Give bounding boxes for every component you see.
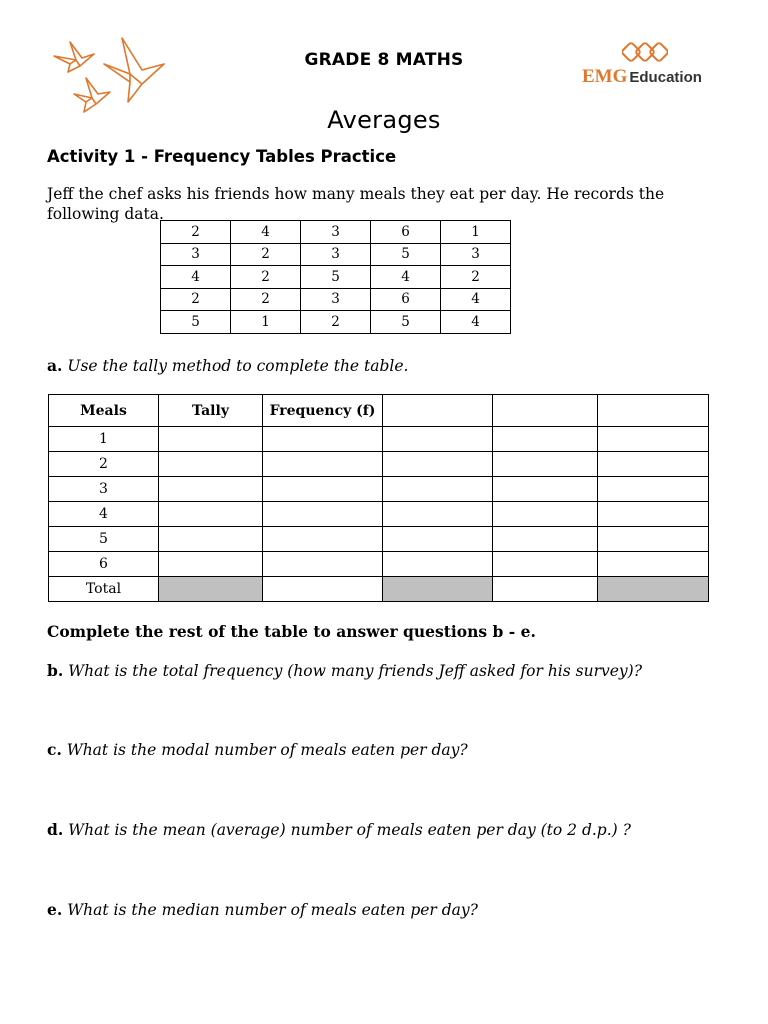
shaded-cell xyxy=(598,577,709,602)
data-table-cell: 2 xyxy=(231,243,301,266)
data-table-cell: 2 xyxy=(161,288,231,311)
answer-cell[interactable] xyxy=(159,502,263,527)
frequency-table-row xyxy=(49,552,709,577)
logo-links-icon xyxy=(622,42,668,62)
question-a xyxy=(47,356,408,375)
data-table-row xyxy=(161,311,511,334)
data-table-cell: 3 xyxy=(301,288,371,311)
answer-cell[interactable] xyxy=(598,427,709,452)
shaded-cell xyxy=(159,577,263,602)
frequency-table-row xyxy=(49,502,709,527)
data-table-cell: 2 xyxy=(231,266,301,289)
data-table-row xyxy=(161,221,511,244)
answer-cell[interactable] xyxy=(263,502,383,527)
frequency-table-header xyxy=(598,395,709,427)
data-table-cell: 4 xyxy=(231,221,301,244)
answer-cell[interactable] xyxy=(598,527,709,552)
data-table-cell: 3 xyxy=(441,243,511,266)
question-d xyxy=(47,820,631,839)
question-c-text: What is the modal number of meals eaten per day? xyxy=(61,741,468,759)
logo-emg: EMG xyxy=(582,66,628,87)
data-table-row xyxy=(161,243,511,266)
answer-cell[interactable] xyxy=(493,527,598,552)
instruction-text: Complete the rest of the table to answer questions b - e. xyxy=(47,622,536,641)
data-table-cell: 4 xyxy=(441,311,511,334)
question-a-label: a. xyxy=(47,356,63,375)
data-table-cell: 5 xyxy=(161,311,231,334)
frequency-table-row xyxy=(49,452,709,477)
data-table-cell: 4 xyxy=(371,266,441,289)
answer-cell[interactable] xyxy=(159,527,263,552)
data-table-cell: 2 xyxy=(161,221,231,244)
answer-cell[interactable] xyxy=(598,452,709,477)
answer-cell[interactable] xyxy=(383,452,493,477)
data-table-cell: 2 xyxy=(441,266,511,289)
data-table-cell: 3 xyxy=(301,221,371,244)
answer-cell[interactable] xyxy=(263,427,383,452)
frequency-table-row xyxy=(49,527,709,552)
frequency-table-header: Frequency (f) xyxy=(263,395,383,427)
answer-cell[interactable] xyxy=(598,502,709,527)
answer-cell[interactable] xyxy=(493,427,598,452)
data-table-cell: 3 xyxy=(161,243,231,266)
data-table-cell: 1 xyxy=(441,221,511,244)
meals-value: 3 xyxy=(49,477,159,502)
data-table-cell: 4 xyxy=(161,266,231,289)
answer-cell[interactable] xyxy=(493,477,598,502)
total-label: Total xyxy=(49,577,159,602)
frequency-table-header xyxy=(383,395,493,427)
data-table-cell: 1 xyxy=(231,311,301,334)
frequency-table-total-row xyxy=(49,577,709,602)
question-e-text: What is the median number of meals eaten per day? xyxy=(62,901,478,919)
frequency-table-header: Tally xyxy=(159,395,263,427)
data-table-cell: 2 xyxy=(231,288,301,311)
emg-education-logo xyxy=(578,42,718,90)
frequency-table-header xyxy=(493,395,598,427)
answer-cell[interactable] xyxy=(598,552,709,577)
question-d-text: What is the mean (average) number of meals eaten per day (to 2 d.p.) ? xyxy=(63,821,631,839)
data-table-row xyxy=(161,266,511,289)
question-e-label: e. xyxy=(47,900,63,919)
frequency-table-row xyxy=(49,427,709,452)
data-table-cell: 3 xyxy=(301,243,371,266)
data-table-row xyxy=(161,288,511,311)
answer-cell[interactable] xyxy=(383,552,493,577)
answer-cell[interactable] xyxy=(263,527,383,552)
data-table-cell: 5 xyxy=(371,311,441,334)
page-title: Averages xyxy=(327,106,441,134)
question-b-text: What is the total frequency (how many friends Jeff asked for his survey)? xyxy=(63,662,643,680)
data-table-cell: 4 xyxy=(441,288,511,311)
meals-value: 2 xyxy=(49,452,159,477)
data-table-cell: 6 xyxy=(371,288,441,311)
intro-text: Jeff the chef asks his friends how many meals they eat per day. He records the following data. xyxy=(47,185,665,223)
question-c-label: c. xyxy=(47,740,62,759)
answer-cell[interactable] xyxy=(383,427,493,452)
question-b-label: b. xyxy=(47,661,64,680)
meals-value: 1 xyxy=(49,427,159,452)
question-b xyxy=(47,661,642,680)
frequency-table-header: Meals xyxy=(49,395,159,427)
answer-cell[interactable] xyxy=(159,452,263,477)
answer-cell[interactable] xyxy=(263,477,383,502)
meals-value: 4 xyxy=(49,502,159,527)
question-c xyxy=(47,740,468,759)
question-a-text: Use the tally method to complete the table. xyxy=(62,357,409,375)
data-table-cell: 6 xyxy=(371,221,441,244)
answer-cell[interactable] xyxy=(263,452,383,477)
total-answer-cell[interactable] xyxy=(263,577,383,602)
frequency-table-row xyxy=(49,477,709,502)
answer-cell[interactable] xyxy=(159,427,263,452)
data-table-cell: 5 xyxy=(301,266,371,289)
logo-education: Education xyxy=(629,69,702,86)
meals-value: 6 xyxy=(49,552,159,577)
answer-cell[interactable] xyxy=(493,452,598,477)
data-table-cell: 5 xyxy=(371,243,441,266)
data-table xyxy=(160,220,511,334)
answer-cell[interactable] xyxy=(383,477,493,502)
activity-heading: Activity 1 - Frequency Tables Practice xyxy=(47,147,397,166)
grade-title: GRADE 8 MATHS xyxy=(304,50,464,70)
answer-cell[interactable] xyxy=(493,552,598,577)
shaded-cell xyxy=(383,577,493,602)
answer-cell[interactable] xyxy=(383,502,493,527)
total-answer-cell[interactable] xyxy=(493,577,598,602)
answer-cell[interactable] xyxy=(159,477,263,502)
meals-value: 5 xyxy=(49,527,159,552)
answer-cell[interactable] xyxy=(493,502,598,527)
answer-cell[interactable] xyxy=(263,552,383,577)
answer-cell[interactable] xyxy=(383,527,493,552)
data-table-cell: 2 xyxy=(301,311,371,334)
question-e xyxy=(47,900,478,919)
question-d-label: d. xyxy=(47,820,64,839)
answer-cell[interactable] xyxy=(598,477,709,502)
frequency-table xyxy=(48,394,709,602)
origami-birds-icon xyxy=(50,34,168,114)
answer-cell[interactable] xyxy=(159,552,263,577)
